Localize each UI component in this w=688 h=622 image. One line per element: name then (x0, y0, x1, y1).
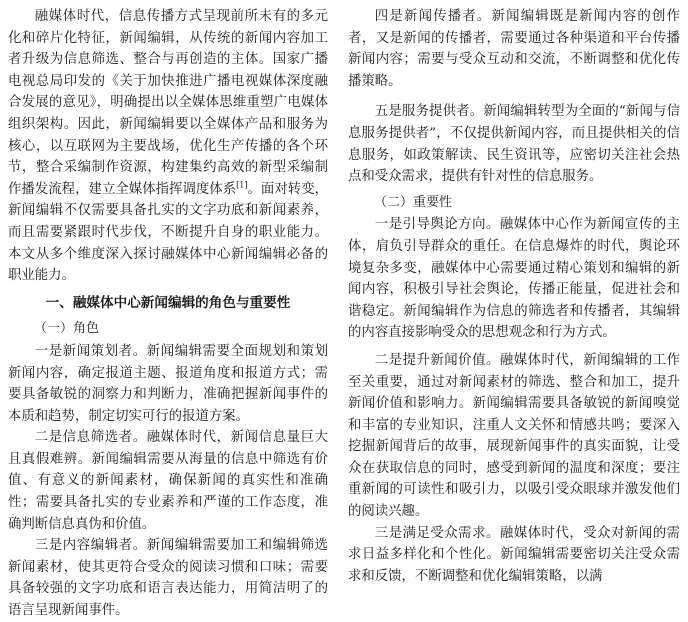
paragraph-role-5: 五是服务提供者。新闻编辑转型为全面的“新闻与信息服务提供者”，不仅提供新闻内容，而且提供相关的信息服务，如政策解读、民生资讯等，应密切关注社会热点和受众需求，提供有针对性的信息服务。 (348, 104, 680, 185)
paragraph-role-3: 三是内容编辑者。新闻编辑需要加工和编辑筛选新闻素材，使其更符合受众的阅读习惯和口味；需要具备较强的文字功底和语言表达能力，用简洁明了的语言呈现新闻事件。 (8, 538, 328, 619)
paragraph-importance-1: 一是引导舆论方向。融媒体中心作为新闻宣传的主体，肩负引导群众的重任。在信息爆炸的时代，舆论环境复杂多变，融媒体中心需要通过精心策划和编辑的新闻内容，积极引导社会舆论，传播正能量，促进社会和谐稳定。新闻编辑作为信息的筛选者和传播者，其编辑的内容直接影响受众的思想观念和行为方式。 (348, 217, 680, 341)
subheading-importance: （二）重要性 (374, 194, 453, 210)
left-column (8, 6, 328, 622)
paragraph-role-1: 一是新闻策划者。新闻编辑需要全面规划和策划新闻内容，确定报道主题、报道角度和报道方式；需要具备敏锐的洞察力和判断力，准确把握新闻事件的本质和趋势，制定切实可行的报道方案。 (8, 343, 328, 424)
right-column (348, 6, 680, 587)
intro-text-2: 。面对转变，新闻编辑不仅需要具备扎实的文字功底和新闻素养，而且需要紧跟时代步伐，不断提升自身的职业能力。本文从多个维度深入探讨融媒体中心新闻编辑必备的职业能力。 (8, 181, 329, 284)
paragraph-importance-3: 三是满足受众需求。融媒体时代，受众对新闻的需求日益多样化和个性化。新闻编辑需要密切关注受众需求和反馈，不断调整和优化编辑策略，以满 (348, 525, 680, 584)
section-heading: 一、融媒体中心新闻编辑的角色与重要性 (45, 294, 291, 311)
paragraph-role-4: 四是新闻传播者。新闻编辑既是新闻内容的创作者，又是新闻的传播者，需要通过各种渠道和平台传播新闻内容；需要与受众互动和交流，不断调整和优化传播策略。 (348, 9, 680, 89)
intro-paragraph (8, 6, 328, 287)
citation-ref: [1] (236, 180, 248, 190)
intro-text-1: 融媒体时代，信息传播方式呈现前所未有的多元化和碎片化特征，新闻编辑，从传统的新闻内容加工者升级为信息筛选、整合与再创造的主体。国家广播电视总局印发的《关于加快推进广播电视媒体深度融合发展的意见》，明确提出以全媒体思维重塑广电媒体组织架构。因此，新闻编辑要以全媒体产品和服务为核心，以互联网为主要战场，优化生产传播的各个环节，整合采编制作资源，构建集约高效的新型采编制作播发流程，建立全媒体指挥调度体系 (8, 9, 328, 197)
subheading-roles: （一）角色 (34, 321, 100, 337)
paragraph-role-2: 二是信息筛选者。融媒体时代，新闻信息量巨大且真假难辨。新闻编辑需要从海量的信息中筛选有价值、有意义的新闻素材，确保新闻的真实性和准确性；需要具备扎实的专业素养和严谨的工作态度，准确判断信息真伪和价值。 (8, 430, 328, 532)
paragraph-importance-2: 二是提升新闻价值。融媒体时代，新闻编辑的工作至关重要，通过对新闻素材的筛选、整合和加工，提升新闻价值和影响力。新闻编辑需要具备敏锐的新闻嗅觉和丰富的专业知识，注重人文关怀和情感共鸣；要深入挖掘新闻背后的故事，展现新闻事件的真实面貌，让受众在获取信息的同时，感受到新闻的温度和深度；要注重新闻的可读性和吸引力，以吸引受众眼球并激发他们的阅读兴趣。 (348, 352, 680, 520)
